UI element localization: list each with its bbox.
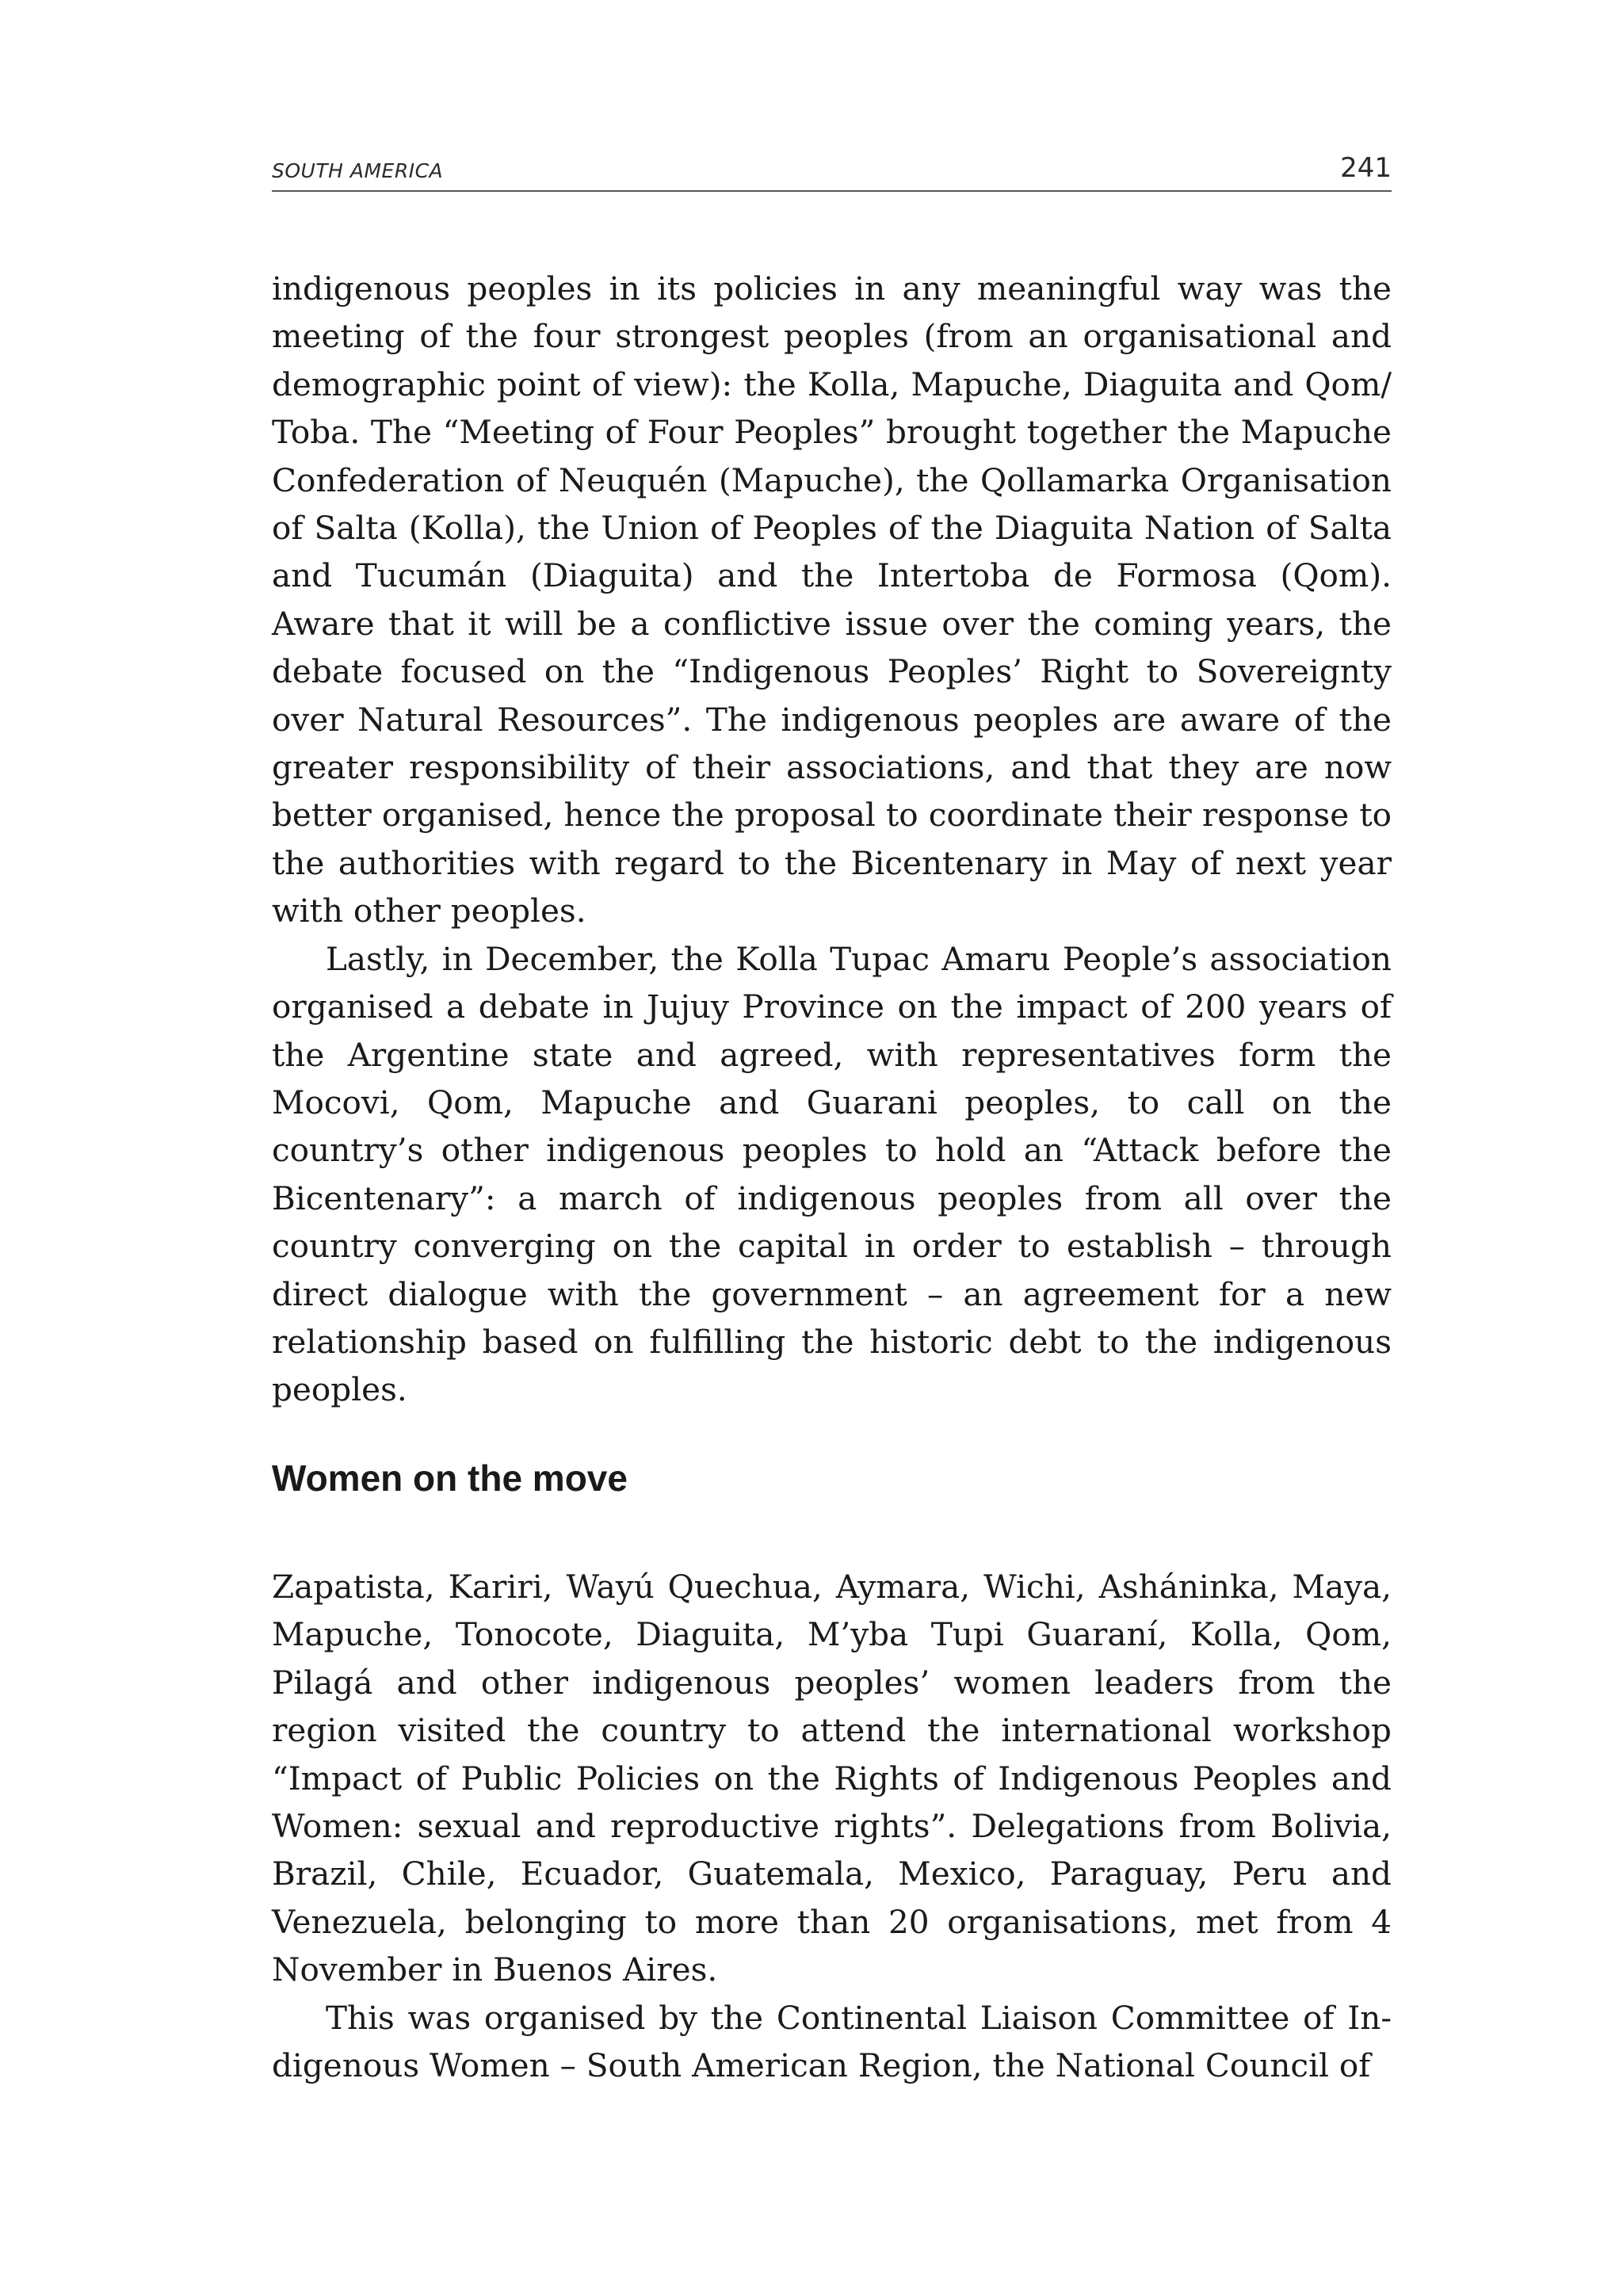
section-heading: Women on the move <box>272 1457 628 1499</box>
running-title: SOUTH AMERICA <box>272 159 444 182</box>
paragraph: Lastly, in December, the Kolla Tupac Amaru People’s association organised a debate in Jujuy Province on the impact of 200 years of the Argentine state and agreed, with representatives form the Mocovi, Qom, Mapuche and Guarani peoples, to call on the country’s other indigenous peoples to hold an “Attack before the Bicentenary”: a march of indigenous peoples from all over the country converging on the capital in order to establish – through direct dialogue with the government – an agreement for a new relationship based on fulfilling the historic debt to the indigenous peoples. <box>272 939 1392 1409</box>
paragraph: This was organised by the Continental Liaison Committee of Indigenous Women – South American Region, the National Council of <box>272 1998 1392 2085</box>
running-header <box>272 152 1392 192</box>
page-number: 241 <box>1340 152 1392 184</box>
paragraph: indigenous peoples in its policies in any meaningful way was the meeting of the four strongest peoples (from an organisational and demographic point of view): the Kolla, Mapuche, Diaguita and Qom/​Toba. The “Meeting of Four Peoples” brought together the Mapuche Confederation of Neuquén (Mapuche), the Qollamarka Organisation of Salta (Kolla), the Union of Peoples of the Diaguita Nation of Salta and Tucumán (Diaguita) and the Intertoba de Formosa (Qom). Aware that it will be a conflictive issue over the coming years, the debate focused on the “Indigenous Peoples’ Right to Sovereignty over Natural Resources”. The indigenous peoples are aware of the greater responsibility of their associations, and that they are now better organised, hence the proposal to coordinate their response to the authorities with regard to the Bicentenary in May of next year with other peoples. <box>272 269 1392 930</box>
body-text-section-two <box>272 1563 1392 2089</box>
paragraph: Zapatista, Kariri, Wayú Quechua, Aymara, Wichi, Asháninka, Maya, Mapuche, Tonocote, Diaguita, M’yba Tupi Guaraní, Kolla, Qom, Pilagá and other indigenous peoples’ women leaders from the region visited the country to attend the international workshop “Impact of Public Policies on the Rights of Indigenous Peoples and Women: sexual and reproductive rights”. Delegations from Bolivia, Brazil, Chile, Ecuador, Guatemala, Mexico, Paraguay, Peru and Venezuela, belonging to more than 20 organisations, met from 4 November in Buenos Aires. <box>272 1568 1392 1989</box>
body-text-section-one <box>272 265 1392 1414</box>
